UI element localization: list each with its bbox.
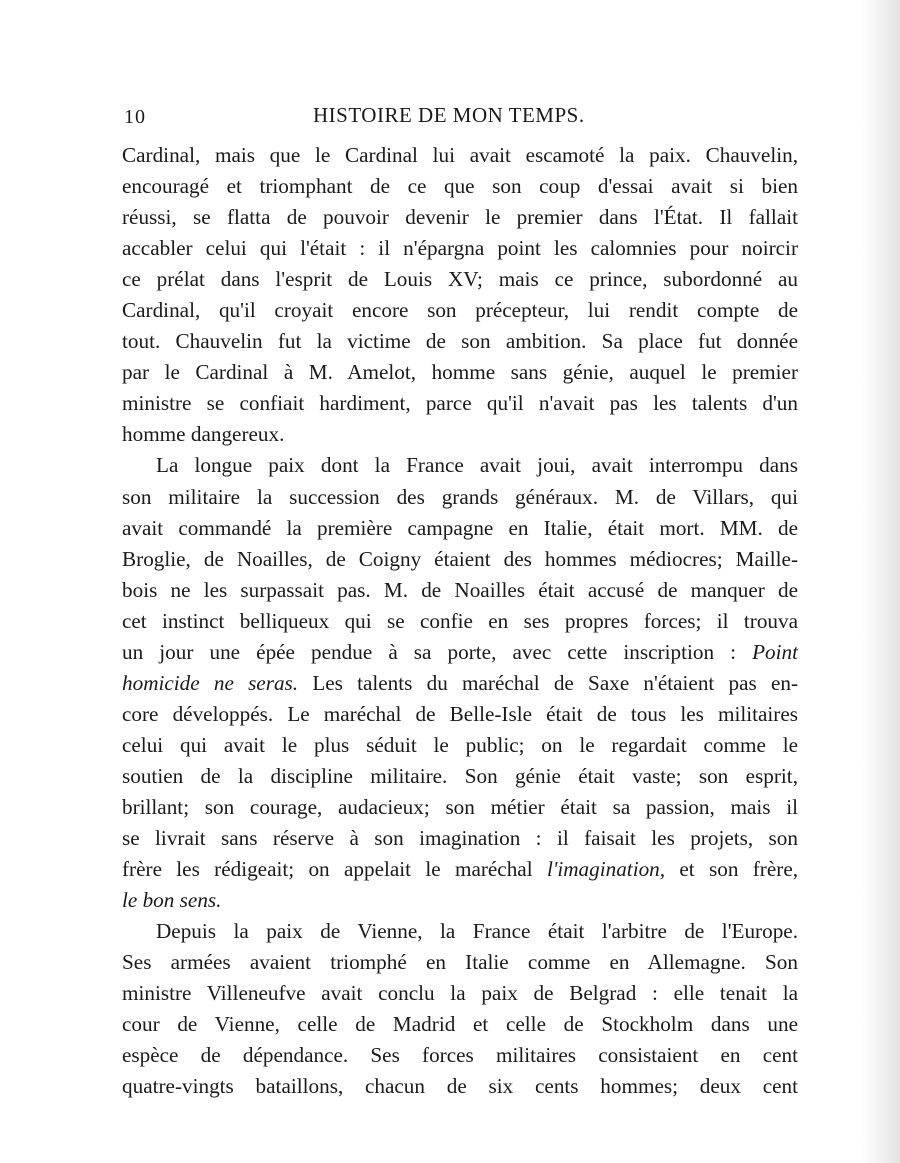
italic-text: Point (752, 639, 798, 664)
body-text (122, 140, 798, 1102)
text-line: Cardinal, qu'il croyait encore son précepteur, lui rendit compte de (122, 298, 798, 323)
running-title: HISTOIRE DE MON TEMPS. (313, 103, 585, 127)
text-line: homme dangereux. (122, 422, 285, 447)
text-segment: un jour une épée pendue à sa porte, avec cette inscription : (122, 639, 737, 664)
text-line: espèce de dépendance. Ses forces militaires consistaient en cent (122, 1043, 798, 1068)
text-line: ce prélat dans l'esprit de Louis XV; mais ce prince, subordonné au (122, 267, 798, 292)
text-line (122, 668, 798, 699)
text-line: brillant; son courage, audacieux; son métier était sa passion, mais il (122, 794, 798, 819)
text-line: cour de Vienne, celle de Madrid et celle de Stockholm dans une (122, 1012, 798, 1037)
italic-text: l'imagination, (546, 857, 666, 882)
text-line: ministre Villeneufve avait conclu la paix de Belgrad : elle tenait la (122, 981, 798, 1006)
text-line: Depuis la paix de Vienne, la France était l'arbitre de l'Europe. (156, 919, 798, 944)
italic-text: le bon sens. (122, 888, 222, 913)
text-line: tout. Chauvelin fut la victime de son ambition. Sa place fut donnée (122, 329, 798, 354)
text-line: par le Cardinal à M. Amelot, homme sans génie, auquel le premier (122, 360, 798, 385)
text-line: Ses armées avaient triomphé en Italie comme en Allemagne. Son (122, 950, 798, 975)
text-line: Cardinal, mais que le Cardinal lui avait escamoté la paix. Chauvelin, (122, 143, 798, 167)
text-line: se livrait sans réserve à son imagination : il faisait les projets, son (122, 826, 798, 851)
text-line: La longue paix dont la France avait joui, avait interrompu dans (156, 453, 798, 478)
text-line (122, 885, 798, 916)
text-segment: frère les rédigeait; on appelait le maréchal (122, 857, 533, 882)
italic-text: homicide ne seras. (122, 670, 299, 695)
text-line: encouragé et triomphant de ce que son coup d'essai avait si bien (122, 174, 798, 199)
text-line: soutien de la discipline militaire. Son génie était vaste; son esprit, (122, 763, 798, 788)
text-line: quatre-vingts bataillons, chacun de six cents hommes; deux cent (122, 1074, 798, 1099)
text-line (122, 637, 798, 668)
text-segment: Les talents du maréchal de Saxe n'étaient pas en- (312, 670, 798, 695)
text-line: ministre se confiait hardiment, parce qu'il n'avait pas les talents d'un (122, 391, 798, 416)
text-line: core développés. Le maréchal de Belle-Isle était de tous les militaires (122, 701, 798, 726)
text-line: cet instinct belliqueux qui se confie en ses propres forces; il trouva (122, 608, 798, 633)
text-line: bois ne les surpassait pas. M. de Noailles était accusé de manquer de (122, 577, 798, 602)
text-line: son militaire la succession des grands généraux. M. de Villars, qui (122, 484, 798, 509)
text-line: accabler celui qui l'était : il n'épargna point les calomnies pour noircir (122, 236, 798, 261)
page-number: 10 (124, 106, 146, 128)
text-line (122, 854, 798, 885)
text-line: Broglie, de Noailles, de Coigny étaient des hommes médiocres; Maille- (122, 546, 798, 571)
text-line: avait commandé la première campagne en Italie, était mort. MM. de (122, 515, 798, 540)
text-segment: et son frère, (679, 857, 798, 882)
text-line: réussi, se flatta de pouvoir devenir le premier dans l'État. Il fallait (122, 205, 798, 230)
text-line: celui qui avait le plus séduit le public; on le regardait comme le (122, 732, 798, 757)
